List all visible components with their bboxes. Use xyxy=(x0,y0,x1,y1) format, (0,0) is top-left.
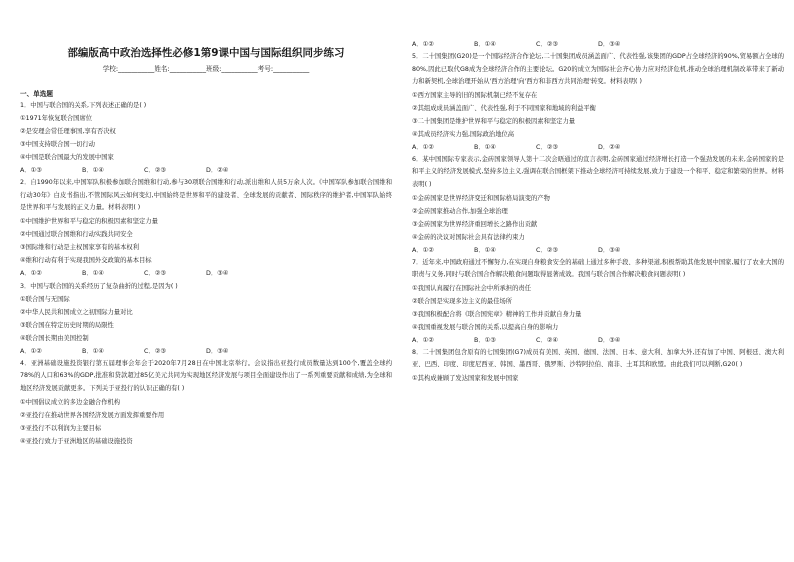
question-stem: 8．二十国集团包含原有的七国集团(G7)成员有美国、英国、德国、法国、日本、意大利、加拿大外,还有加了中国、阿根廷、澳大利亚、巴西、印度、印度尼西亚、韩国、墨西哥、俄罗斯、沙特阿拉伯、南非、土耳其和欧盟。由此我们可以判断,G20( ) xyxy=(412,348,784,369)
choice-d[interactable]: D．③④ xyxy=(206,269,229,277)
choice-a[interactable]: A．①② xyxy=(20,347,42,355)
question-stem: 4．亚洲基础设施投资银行第五届理事会年会于2020年7月28日在中国北京举行。会议指出亚投行成员数量达到100个,覆盖全球约78%的人口和63%的GDP,批准和贷款超过85亿美元共同为实现地区经济发展与项目全面建设作出了一系列重要贡献和成绩,为全球和地区经济发展贡献更多。下列关于亚投行的认识正确的有( ) xyxy=(20,359,392,392)
question-1 xyxy=(20,99,392,177)
question-3 xyxy=(20,280,392,358)
choice-d[interactable]: D．③④ xyxy=(598,41,621,48)
option-item: ①1971年恢复联合国席位 xyxy=(20,115,93,122)
answer-choices xyxy=(20,164,392,177)
option-item: ③二十国集团是维护世界和平与稳定的积极因素和坚定力量 xyxy=(412,117,576,125)
option-item: ①中国倡议成立的多边金融合作机构 xyxy=(20,398,121,406)
choice-d[interactable]: D．③④ xyxy=(206,347,229,355)
option-item: ④维和行动有利于实现我国外交政策的基本目标 xyxy=(20,256,152,264)
answer-choices xyxy=(412,334,784,347)
student-info-line: 学校:___________姓名:___________班级:___________考号:___________ xyxy=(102,65,310,73)
choice-a[interactable]: A．①② xyxy=(412,143,434,151)
option-item: ③中国支持联合国一切行动 xyxy=(20,141,95,148)
question-2 xyxy=(20,177,392,280)
answer-choices xyxy=(20,345,392,358)
option-item: ①其构成兼顾了发达国家和发展中国家 xyxy=(412,374,519,382)
choice-b[interactable]: B．①④ xyxy=(474,246,496,254)
question-stem: 6．某中国国际专家表示,金砖国家领导人第十二次会晤通过的宣言表明,金砖国家通过经济增长打造一个强劲发展的未来,金砖国家的是和平主义的经济发展模式,坚持多边主义,强调在联合国框架下推动全球经济可持续发展,致力于建设一个和平、稳定和繁荣的世界。材料表明( ) xyxy=(412,155,784,188)
option-item: ①中国维护世界和平与稳定的积极因素和坚定力量 xyxy=(20,217,158,225)
option-item: ②金砖国家推动合作,加强全球治理 xyxy=(412,207,508,215)
choice-c[interactable]: C．②③ xyxy=(144,269,166,277)
option-item: ②联合国是实现多边主义的最佳场所 xyxy=(412,297,513,305)
option-item: ④联合国长期由美国控制 xyxy=(20,334,89,342)
choice-b[interactable]: B．①④ xyxy=(82,269,104,277)
option-item: ①我国认真履行在国际社会中所承担的责任 xyxy=(412,284,531,292)
option-item: ④亚投行致力于亚洲地区的基础设施投资 xyxy=(20,437,133,445)
option-item: ③金砖国家为世界经济重回增长之路作出贡献 xyxy=(412,220,538,228)
choice-b[interactable]: B．①④ xyxy=(82,167,104,174)
question-stem: 5．二十国集团(G20)是一个国际经济合作论坛,二十国集团成员涵盖面广、代表性强,该集团的GDP占全球经济的90%,贸易额占全球的80%,因此已取代G8成为全球经济合作的主要论坛。G20的成立为国际社会齐心协力应对经济危机,推动全球治理机制改革带来了新动力和新契机,全球治理开始从'西方治理'向'西方和非西方共同治理'转变。材料表明( ) xyxy=(412,53,784,86)
choice-a[interactable]: A．①② xyxy=(412,336,434,344)
option-item: ③我国积极配合将《联合国宪章》精神的工作并贡献自身力量 xyxy=(412,310,582,318)
question-8 xyxy=(412,347,784,385)
choice-c[interactable]: C．②③ xyxy=(144,347,166,355)
left-column xyxy=(20,0,392,562)
section-heading: 一、单选题 xyxy=(20,90,53,98)
choice-b[interactable]: B．①④ xyxy=(474,41,496,48)
question-4 xyxy=(20,358,392,448)
choice-a[interactable]: A．①② xyxy=(412,41,434,48)
choice-c[interactable]: C．②③ xyxy=(536,41,558,48)
option-item: ④其成员经济实力强,国际政治地位高 xyxy=(412,130,515,138)
choice-c[interactable]: C．②③ xyxy=(536,143,558,151)
answer-choices-q4 xyxy=(412,38,784,51)
option-item: ③联合国在特定历史时期的局限性 xyxy=(20,321,114,329)
choice-d[interactable]: D．②④ xyxy=(598,143,621,151)
option-item: ②中华人民共和国成立之初国际力量对比 xyxy=(20,308,133,316)
option-item: ①金砖国家是世界经济变迁和国际格局演变的产物 xyxy=(412,194,550,202)
answer-choices xyxy=(20,267,392,280)
question-stem: 3．中国与联合国的关系经历了复杂曲折的过程,是因为( ) xyxy=(20,282,178,290)
question-6 xyxy=(412,154,784,257)
question-stem: 2．自1990年以来,中国军队积极参加联合国维和行动,参与30项联合国维和行动,派出维和人员5万余人次。《中国军队参加联合国维和行动30年》白皮书指出,不管国际风云如何变幻,中国始终是世界和平的建设者、全球发展的贡献者、国际秩序的维护者,中国军队始终是世界和平与发展的正义力量。材料表明( ) xyxy=(20,179,392,212)
option-item: ③国际维和行动是主权国家享有的基本权利 xyxy=(20,243,139,251)
option-item: ④金砖的决议对国际社会具有法律约束力 xyxy=(412,233,525,241)
exam-title: 部编版高中政治选择性必修1第9课中国与国际组织同步练习 xyxy=(67,47,345,59)
answer-choices xyxy=(412,141,784,154)
option-item: ③亚投行不以利润为主要目标 xyxy=(20,424,102,432)
choice-b[interactable]: B．①③ xyxy=(474,336,496,344)
choice-c[interactable]: C．②④ xyxy=(536,336,558,344)
option-item: ④我国重视发展与联合国的关系,以提高自身的影响力 xyxy=(412,323,559,331)
right-column xyxy=(412,0,784,562)
question-5 xyxy=(412,51,784,154)
choice-d[interactable]: D．③④ xyxy=(598,336,621,344)
choice-b[interactable]: B．①④ xyxy=(82,347,104,355)
question-stem: 1．中国与联合国的关系,下列表述正确的是( ) xyxy=(20,102,147,109)
choice-a[interactable]: A．①② xyxy=(20,269,42,277)
option-item: ①西方国家主导的旧的国际机制已经不复存在 xyxy=(412,91,538,99)
option-item: ②其组成成员涵盖面广、代表性强,利于不同国家和地域的利益平衡 xyxy=(412,104,596,112)
option-item: ①联合国与无国际 xyxy=(20,295,70,303)
choice-d[interactable]: D．③④ xyxy=(598,246,621,254)
question-7 xyxy=(412,257,784,347)
question-stem: 7．近年来,中国政府通过不懈努力,在实现自身粮食安全的基础上通过多种手段、多种渠道,积极帮助其他发展中国家,履行了农业大国的职责与义务,同时与联合国合作解决粮食问题取得显著成效。我国与联合国合作解决粮食问题表明( ) xyxy=(412,258,784,279)
choice-b[interactable]: B．①④ xyxy=(474,143,496,151)
choice-a[interactable]: A．①② xyxy=(412,246,434,254)
answer-choices xyxy=(412,244,784,257)
option-item: ②是安理会常任理事国,享有否决权 xyxy=(20,128,116,135)
option-item: ②亚投行在推动世界各国经济发展方面发挥重要作用 xyxy=(20,411,165,419)
choice-a[interactable]: A．①③ xyxy=(20,167,42,174)
choice-c[interactable]: C．②③ xyxy=(144,167,166,174)
choice-d[interactable]: D．②④ xyxy=(206,167,229,174)
option-item: ②中国通过联合国维和行动实践共同安全 xyxy=(20,230,133,238)
choice-c[interactable]: C．②③ xyxy=(536,246,558,254)
option-item: ④中国是联合国最大的发展中国家 xyxy=(20,154,114,161)
